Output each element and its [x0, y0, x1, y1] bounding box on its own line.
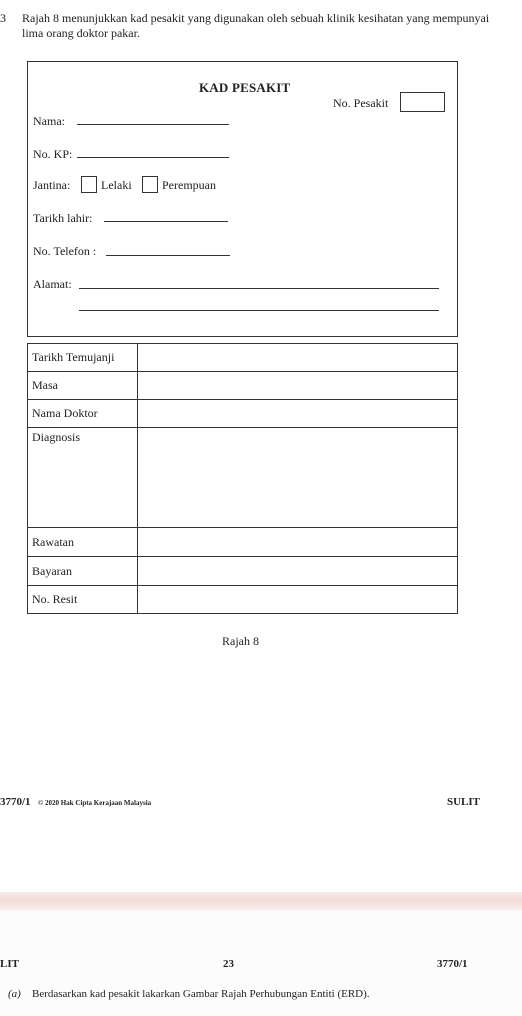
subquestion-text: Berdasarkan kad pesakit lakarkan Gambar Rajah Perhubungan Entiti (ERD). [32, 988, 370, 1000]
option-lelaki-label: Lelaki [101, 178, 132, 192]
footer-code: 3770/1 [0, 796, 31, 808]
patient-number-label: No. Pesakit [333, 96, 389, 110]
field-alamat-line-2 [79, 310, 439, 311]
table-row [28, 528, 458, 557]
patient-number-box [400, 92, 445, 112]
table-row [28, 586, 458, 614]
row-label-no-resit: No. Resit [28, 586, 138, 614]
row-value-cell [138, 372, 458, 400]
subquestion-label: (a) [8, 988, 21, 1000]
row-value-cell [138, 528, 458, 557]
row-label-masa: Masa [28, 372, 138, 400]
field-alamat-line-1 [79, 288, 439, 289]
field-alamat-label: Alamat: [33, 277, 72, 291]
row-label-bayaran: Bayaran [28, 557, 138, 586]
row-value-cell [138, 586, 458, 614]
field-tarikh-lahir-label: Tarikh lahir: [33, 211, 93, 225]
table-row [28, 400, 458, 428]
table-row [28, 428, 458, 528]
checkbox-lelaki [81, 176, 97, 193]
field-nama-line [77, 124, 229, 125]
field-nama-label: Nama: [33, 114, 65, 128]
field-no-kp-label: No. KP: [33, 147, 73, 161]
page-separator [0, 892, 522, 910]
footer-sulit: SULIT [447, 796, 481, 808]
option-perempuan-label: Perempuan [162, 178, 216, 192]
row-label-nama-doktor: Nama Doktor [28, 400, 138, 428]
page-number: 23 [223, 958, 234, 970]
header-sulit: LIT [0, 958, 19, 970]
row-value-cell [138, 428, 458, 528]
footer-copyright: © 2020 Hak Cipta Kerajaan Malaysia [38, 799, 152, 807]
table-row [28, 372, 458, 400]
checkbox-perempuan [142, 176, 158, 193]
card-title: KAD PESAKIT [199, 80, 291, 95]
row-label-diagnosis: Diagnosis [28, 428, 138, 528]
question-text: Rajah 8 menunjukkan kad pesakit yang digunakan oleh sebuah klinik kesihatan yang mempunyai lima orang doktor pakar. [22, 11, 490, 40]
table-row [28, 557, 458, 586]
patient-card [27, 61, 458, 337]
question-number: 3 [0, 11, 6, 25]
field-no-telefon-line [106, 255, 230, 256]
figure-caption: Rajah 8 [222, 634, 259, 648]
field-no-telefon-label: No. Telefon : [33, 244, 97, 258]
row-value-cell [138, 400, 458, 428]
field-tarikh-lahir-line [104, 221, 228, 222]
header-code: 3770/1 [437, 958, 468, 970]
table-row [28, 344, 458, 372]
field-no-kp-line [77, 157, 229, 158]
appointment-table [27, 343, 458, 614]
field-jantina-label: Jantina: [33, 178, 71, 192]
row-value-cell [138, 557, 458, 586]
row-label-tarikh-temujanji: Tarikh Temujanji [28, 344, 138, 372]
row-value-cell [138, 344, 458, 372]
row-label-rawatan: Rawatan [28, 528, 138, 557]
